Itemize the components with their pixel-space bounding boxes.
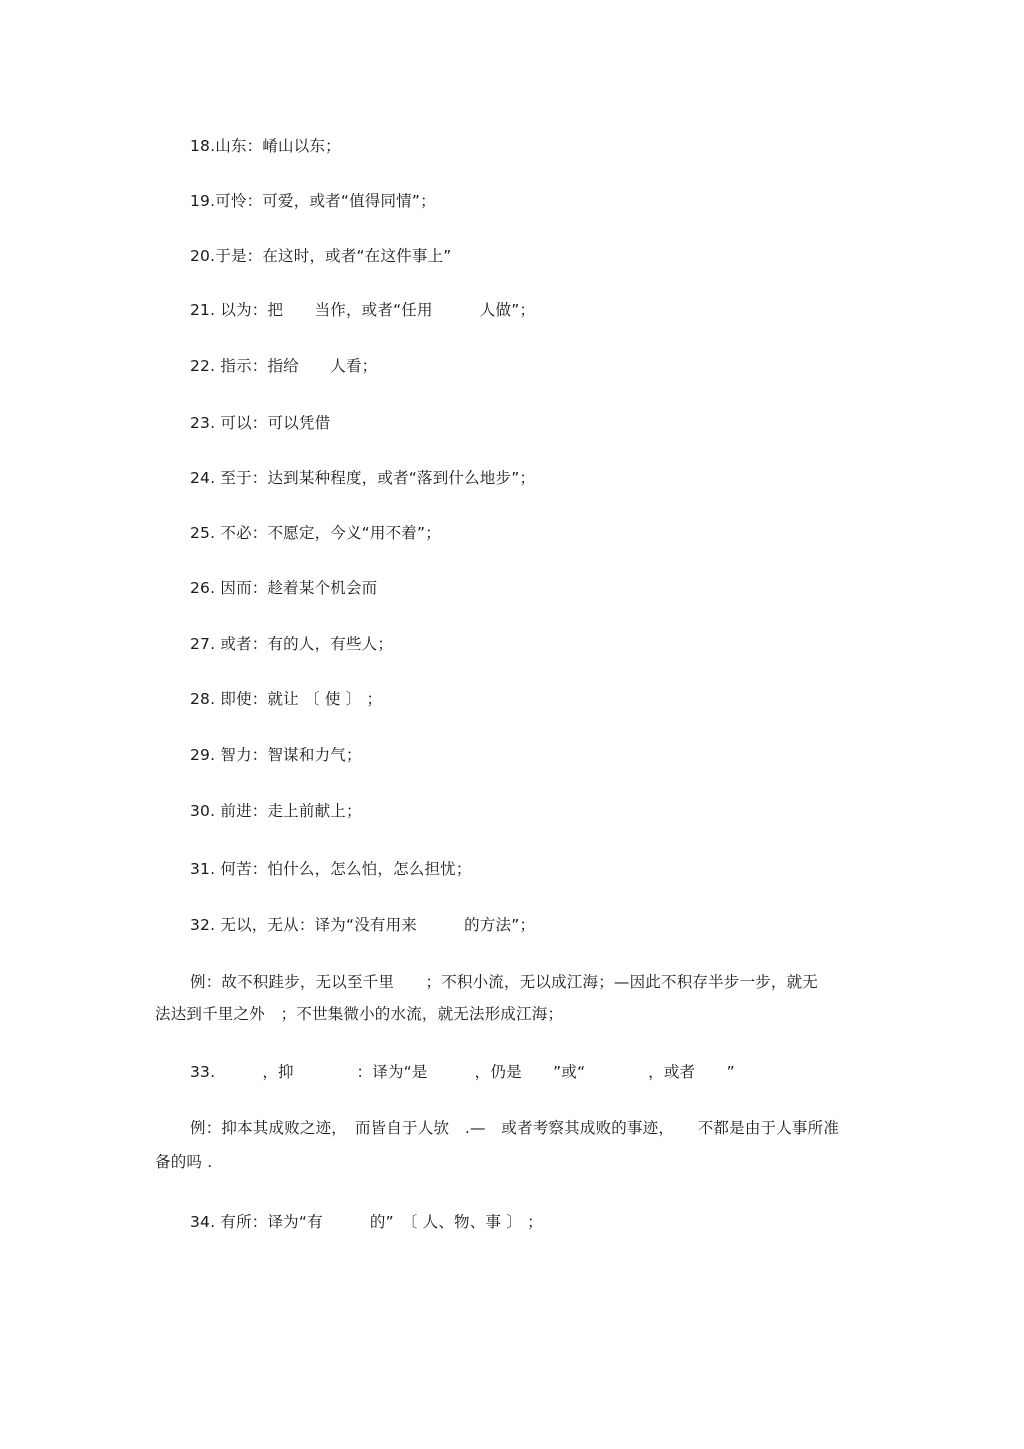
example-2-line-2: 备的吗 . (155, 1153, 213, 1171)
vocab-item-28: 28. 即使：就让 〔 使 〕 ； (190, 690, 383, 708)
vocab-item-25: 25. 不必：不愿定，今义“用不着”； (190, 524, 441, 542)
vocab-item-31: 31. 何苦：怕什么，怎么怕，怎么担忧； (190, 860, 472, 878)
vocab-item-21: 21. 以为：把 当作，或者“任用 人做”； (190, 301, 536, 319)
vocab-item-32: 32. 无以，无从：译为“没有用来 的方法”； (190, 916, 536, 934)
vocab-item-19: 19.可怜：可爱，或者“值得同情”； (190, 192, 436, 210)
vocab-item-20: 20.于是：在这时，或者“在这件事上” (190, 247, 452, 265)
vocab-item-33: 33. ，抑 ：译为“是 ，仍是 ”或“ ，或者 ” (190, 1063, 735, 1081)
vocab-item-24: 24. 至于：达到某种程度，或者“落到什么地步”； (190, 469, 536, 487)
vocab-item-23: 23. 可以：可以凭借 (190, 414, 331, 432)
vocab-item-26: 26. 因而：趁着某个机会而 (190, 579, 378, 597)
vocab-item-34: 34. 有所：译为“有 的” 〔 人、物、事 〕 ； (190, 1213, 543, 1231)
vocab-item-18: 18.山东：崤山以东； (190, 137, 341, 155)
example-2-line-1: 例：抑本其成败之迹， 而皆自于人欤 .— 或者考察其成败的事迹， 不都是由于人事所准 (190, 1119, 840, 1137)
example-1-line-2: 法达到千里之外 ；不世集微小的水流，就无法形成江海； (155, 1005, 564, 1023)
vocab-item-22: 22. 指示：指给 人看； (190, 357, 378, 375)
vocab-item-29: 29. 智力：智谋和力气； (190, 746, 362, 764)
example-1-line-1: 例：故不积跬步，无以至千里 ；不积小流，无以成江海；—因此不积存半步一步，就无 (190, 973, 819, 991)
vocab-item-30: 30. 前进：走上前献上； (190, 802, 362, 820)
vocab-item-27: 27. 或者：有的人，有些人； (190, 635, 394, 653)
